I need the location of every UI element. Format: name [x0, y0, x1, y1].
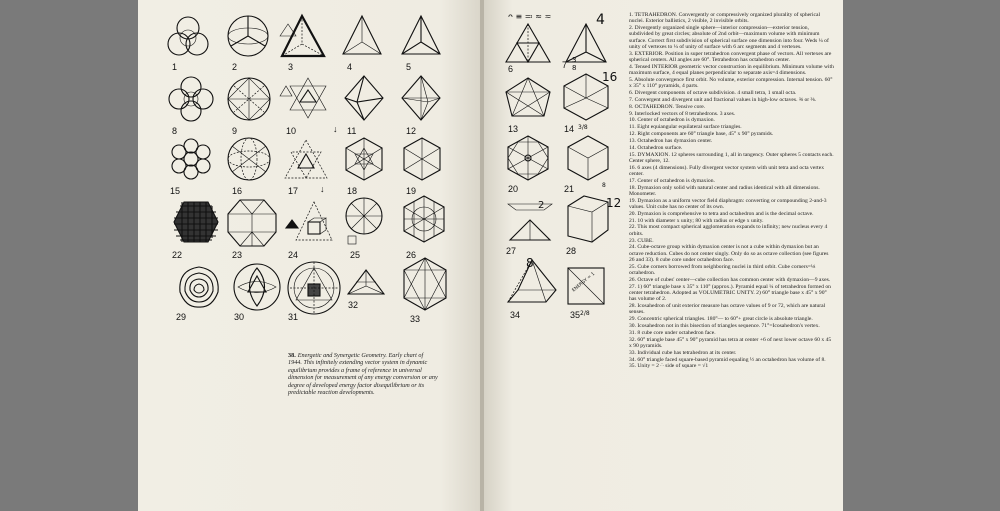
note-item: 23. CUBE.: [629, 237, 654, 244]
note-item: 22. This most compact spherical agglomeration expands to infinity; new nucleus every 4 orbits.: [629, 224, 828, 237]
figure-20-comprehensive-dymaxion: [504, 134, 552, 182]
fig-num-30: 30: [234, 312, 245, 322]
note-item: 7. Convergent and divergent unit and fractional values in high-low octaves. ⅜ or ⅜.: [629, 96, 817, 103]
note-item: 17. Center of octahedron is dymaxion.: [629, 177, 715, 184]
fig-num-14: 14: [564, 124, 575, 134]
handwritten-half: 2/8: [580, 310, 590, 317]
left-page: [138, 0, 482, 511]
fig-num-10: 10: [286, 126, 297, 136]
note-item: 14. Octahedron surface.: [629, 144, 683, 151]
note-item: 21. 10 with diameter x unity; 80 with radius or edge x unity.: [629, 217, 764, 224]
caption-text: Energetic and Synergetic Geometry. Early chart of 1944. This infinitely extending vector system in dynamic equilibrium provides a frame of reference in universal dimension for measurement of any energy conversion or any degree of developed energy factor disequilibrium or its predictable reaction developments.: [288, 352, 438, 397]
note-item: 26. Octave of cubes' center—cube collection has common center with dymaxion—9 axes.: [629, 276, 831, 283]
figure-27-volumetric-unity: [504, 196, 556, 248]
figure-34-square-pyramid: [506, 258, 558, 306]
figure-1-tetra-spheres: [166, 14, 210, 60]
fig-num-24: 24: [288, 250, 299, 260]
note-item: 30. Icosahedron not in this bisection of triangles sequence. 71°=Icosahedron's vertex.: [629, 322, 820, 329]
note-item: 20. Dymaxion is comprehensive to tetra and octahedron and is the decimal octave.: [629, 210, 814, 217]
figure-caption: [288, 352, 438, 396]
fig-num-29: 29: [176, 312, 187, 322]
right-page: [484, 0, 843, 511]
fig-num-21: 21: [564, 184, 575, 194]
figure-18-dymaxion-solid: [342, 136, 386, 182]
figure-17-center-dymaxion: [283, 138, 329, 182]
figure-notes-list: [629, 12, 834, 370]
figure-7-fractional-values: [564, 22, 608, 64]
figure-3-tetra-exterior: [278, 14, 326, 60]
figure-35-unity-square: [566, 266, 606, 306]
figure-33-cube-tetra-center: [402, 256, 448, 312]
fig-num-35: 35: [570, 310, 581, 320]
fig-num-31: 31: [288, 312, 299, 322]
fig-num-27: 27: [506, 246, 517, 256]
book-spread: [138, 0, 843, 511]
note-item: 19. Dymaxion as a uniform vector field diaphragm: converting or compounding 2-and-3 values. Unit cube has no center of its own.: [629, 197, 827, 210]
fig-num-16: 16: [232, 186, 243, 196]
fig-num-33: 33: [410, 314, 421, 324]
handwritten-top-note: ᴖ ≡ ≕ ≈ ≂: [508, 12, 552, 21]
figure-9-interlocked-vectors: [226, 76, 272, 122]
figure-21-hexagon-cube: [564, 134, 612, 182]
fig-num-15: 15: [170, 186, 181, 196]
note-item: 25. Cube corners borrowed from neighboring nuclei in third orbit. Cube corners=⅛ octahedron.: [629, 263, 816, 276]
fig-num-6: 6: [508, 64, 514, 74]
note-item: 32. 60° triangle base 45° x 90° pyramid has tetra at center +6 of next lower octave 60 x 45 x 90 pyramids.: [629, 336, 832, 349]
handwritten-eight-b: 8: [526, 256, 534, 270]
figure-12-octa-components: [400, 74, 442, 122]
fig-num-11: 11: [347, 126, 357, 136]
fig-num-28: 28: [566, 246, 577, 256]
fig-num-5: 5: [406, 62, 412, 72]
fig-num-18: 18: [347, 186, 358, 196]
fig-num-22: 22: [172, 250, 183, 260]
fig-num-4: 4: [347, 62, 353, 72]
figure-8-octa-spheres: [168, 76, 214, 122]
fig-num-13: 13: [508, 124, 519, 134]
note-item: 16. 6 axes (4 dimensions). Fully divergent vector system with unit tetra and octa vertex center.: [629, 164, 825, 177]
figure-6-octave-subdivision: [504, 22, 552, 64]
figure-28-cube: [564, 194, 612, 244]
note-item: 24. Cube-octave group within dymaxion center is not a cube within dymaxion but an octave reduction. Cubes do not center singly. Only do so as octave collection (see figures 26 and 33). 8 cube core under octahedron face.: [629, 244, 829, 263]
figure-5-tetra-convergence: [400, 14, 442, 58]
figure-22-sphere-agglomeration: [172, 198, 220, 244]
note-item: 34. 60° triangle faced square-based pyramid equaling ½ an octahedron has volume of 8.: [629, 356, 826, 363]
mark-arrow-2: ↓: [320, 184, 325, 194]
note-item: 29. Concentric spherical triangles. 180°— to 60°+ great circle is absolute triangle.: [629, 316, 813, 323]
fig-num-34: 34: [510, 310, 521, 320]
note-item: 3. EXTERIOR. Position in super tetrahedron convergent phase of vectors. All vertexes are spherical centers. All angles are 60°. Tetrahedron has octahedron center.: [629, 50, 832, 63]
figure-25-cube-corners: [344, 196, 384, 246]
fig-num-19: 19: [406, 186, 417, 196]
figure-24-cube-octave: [284, 200, 334, 246]
figure-10-octa-dymaxion-center: [278, 76, 328, 122]
caption-number: 38.: [288, 352, 296, 359]
fig-num-20: 20: [508, 184, 519, 194]
handwritten-twelve: 12: [606, 196, 622, 210]
note-item: 31. 8 cube core under octahedron face.: [629, 329, 716, 336]
fig-num-1: 1: [172, 62, 178, 72]
note-item: 13. Octahedron has dymaxion center.: [629, 137, 713, 144]
fig-num-12: 12: [406, 126, 417, 136]
note-item: 2. Divergently organized single sphere—interior compression—exterior tension, subdivided by great circles; absolute of 2nd orbit—maximum volume with minimum surface. Correct first subdivision of spherical surface one dimension into four. Weds ¼ of unity of vertexes to ¼ of unity of surface with 6 arc segments and 4 vertexes.: [629, 25, 829, 50]
note-item: 18. Dymaxion only solid with natural center and radius identical with all dimensions. Monometer.: [629, 184, 820, 197]
fig-num-17: 17: [288, 186, 299, 196]
note-item: 10. Center of octahedron is dymaxion.: [629, 117, 715, 124]
figure-29-concentric-triangles: [176, 264, 222, 310]
figure-15-dymaxion-spheres: [170, 138, 212, 180]
handwritten-three-eighths: 3/8: [578, 124, 588, 131]
mark-arrow-1: ↓: [333, 124, 338, 134]
note-item: 11. Eight equiangular equilateral surface triangles.: [629, 124, 742, 131]
handwritten-eight-a: 8: [602, 182, 606, 189]
fig-num-9: 9: [232, 126, 238, 136]
fig-num-25: 25: [350, 250, 361, 260]
handwritten-sixteen: 16: [602, 70, 618, 84]
note-item: 12. Right components are 60° triangle base, 45° x 90° pyramids.: [629, 131, 774, 138]
fig-num-32: 32: [348, 300, 359, 310]
figure-26-octave-of-cubes: [400, 194, 448, 244]
fig-num-3: 3: [288, 62, 294, 72]
note-item: 35. Unity = 2 ∴ side of square = √1: [629, 363, 709, 370]
note-item: 8. OCTAHEDRON. Tensive core.: [629, 103, 706, 110]
handwritten-four: 4: [596, 12, 605, 28]
note-item: 15. DYMAXION. 12 spheres surrounding 1, all in tangency. Outer spheres 5 contacts each. Center sphere, 12.: [629, 151, 834, 164]
fig-num-2: 2: [232, 62, 238, 72]
handwritten-square-note: ENERGY = 1: [571, 271, 597, 294]
figure-31-cube-core: [286, 258, 342, 316]
figure-11-octa-surface: [343, 74, 385, 122]
note-item: 5. Absolute convergence first orbit. No volume, exterior compression. Internal tension. 60° x 35° x 110° pyramids, 4 parts.: [629, 76, 833, 90]
handwritten-fraction-top: 3: [572, 56, 577, 64]
note-item: 27. 1) 60° triangle base x 35° x 110° (approx.). Pyramid equal ¼ of tetrahedron formed on center tetrahedron. Adopted as VOLUMETRIC UNITY. 2) 60° triangle base x 45° x 90° has volume of 2.: [629, 283, 831, 303]
figure-32-triangle-pyramid: [346, 268, 386, 298]
handwritten-two: 2: [538, 200, 545, 211]
handwritten-fraction-bottom: 8: [572, 64, 577, 72]
fig-num-7: 7: [562, 60, 568, 70]
fig-num-26: 26: [406, 250, 417, 260]
figure-30-icosahedron-bisection: [232, 262, 282, 312]
figure-23-cube: [226, 196, 278, 248]
note-item: 4. Tensed INTERIOR geometric vector construction in equilibrium. Minimum volume with maximum surface, 4 equal planes perpendicular to separate axis=4 dimensions.: [629, 63, 834, 77]
figure-16-six-axes: [226, 136, 272, 182]
note-item: 9. Interlocked vectors of 8 tetrahedrons. 3 axes.: [629, 110, 736, 117]
figure-4-tetra-interior: [341, 14, 383, 58]
fig-num-8: 8: [172, 126, 178, 136]
figure-2-sphere-great-circles: [226, 14, 270, 58]
figure-19-vector-field: [400, 136, 444, 182]
note-item: 6. Divergent components of octave subdivision. 4 small tetra, 1 small octa.: [629, 89, 797, 96]
note-item: 28. Icosahedron of unit exterior measure has octave values of 9 or 72, which are natural senses.: [629, 303, 826, 316]
fig-num-23: 23: [232, 250, 243, 260]
figure-13-octa-dymaxion: [504, 76, 552, 122]
note-item: 33. Individual cube has tetrahedron at its center.: [629, 349, 737, 356]
note-item: 1. TETRAHEDRON. Convergently or compressively organized plurality of spherical nuclei. Exterior ballistics, 2 visible, 2 invisible orbits.: [629, 12, 821, 25]
